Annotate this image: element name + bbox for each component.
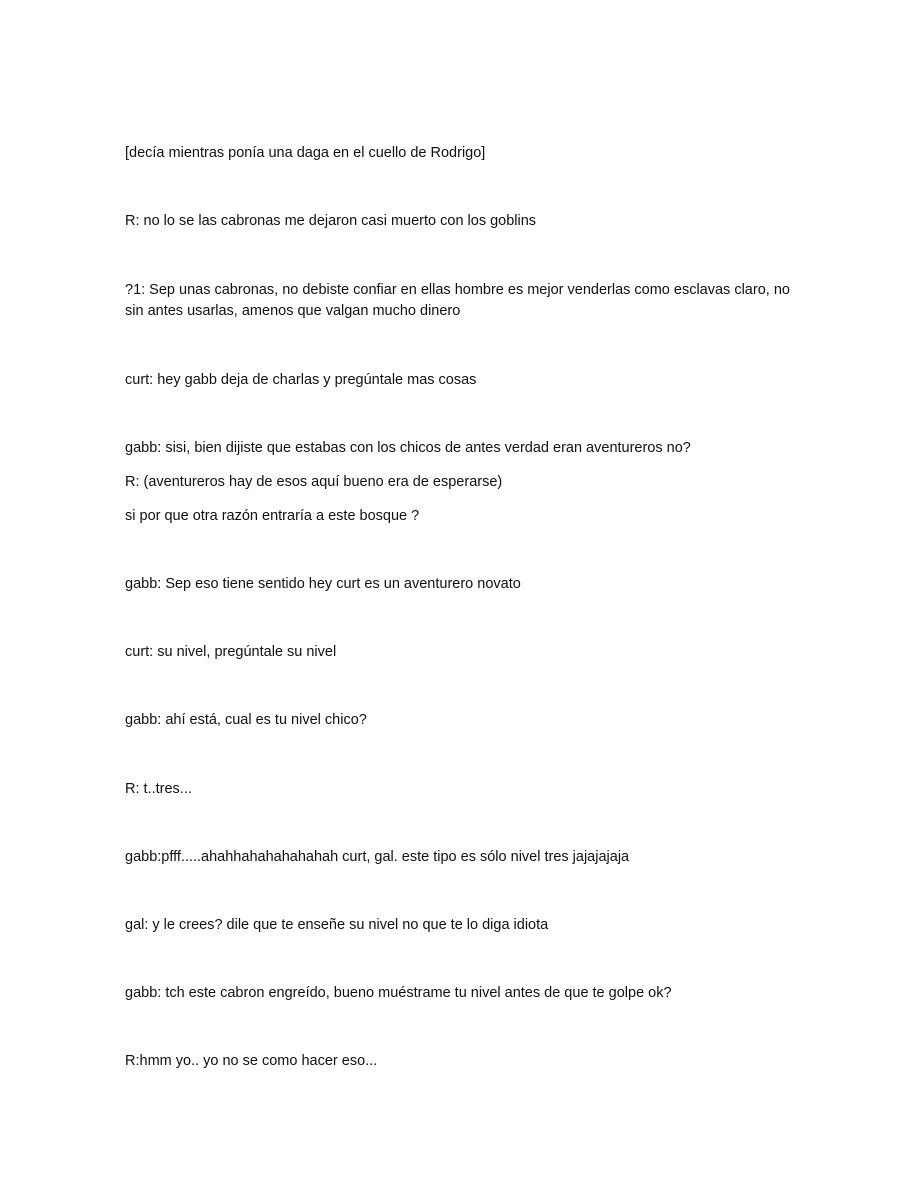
paragraph-dialogue: curt: hey gabb deja de charlas y pregúntale mas cosas [125, 372, 477, 388]
paragraph-dialogue: R: (aventureros hay de esos aquí bueno era de esperarse) [125, 474, 503, 490]
paragraph-dialogue: ?1: Sep unas cabronas, no debiste confiar en ellas hombre es mejor venderlas como esclavas claro, no sin antes usarlas, amenos que valgan mucho dinero [125, 282, 790, 319]
paragraph-dialogue: R: no lo se las cabronas me dejaron casi muerto con los goblins [125, 213, 537, 229]
paragraph-dialogue: gabb: ahí está, cual es tu nivel chico? [125, 712, 367, 728]
paragraph-dialogue: R: t..tres... [125, 781, 192, 797]
paragraph-dialogue: si por que otra razón entraría a este bosque ? [125, 508, 420, 524]
paragraph-dialogue: gabb: Sep eso tiene sentido hey curt es un aventurero novato [125, 576, 521, 592]
paragraph-dialogue: curt: su nivel, pregúntale su nivel [125, 644, 337, 660]
paragraph-dialogue: gabb: sisi, bien dijiste que estabas con los chicos de antes verdad eran aventureros no? [125, 440, 691, 456]
paragraph-narration: [decía mientras ponía una daga en el cuello de Rodrigo] [125, 145, 486, 161]
paragraph-dialogue: gal: y le crees? dile que te enseñe su nivel no que te lo diga idiota [125, 917, 549, 933]
paragraph-dialogue: gabb: tch este cabron engreído, bueno muéstrame tu nivel antes de que te golpe ok? [125, 985, 672, 1001]
paragraph-dialogue: gabb:pfff.....ahahhahahahahahah curt, gal. este tipo es sólo nivel tres jajajajaja [125, 849, 630, 865]
paragraph-dialogue: R:hmm yo.. yo no se como hacer eso... [125, 1053, 378, 1069]
